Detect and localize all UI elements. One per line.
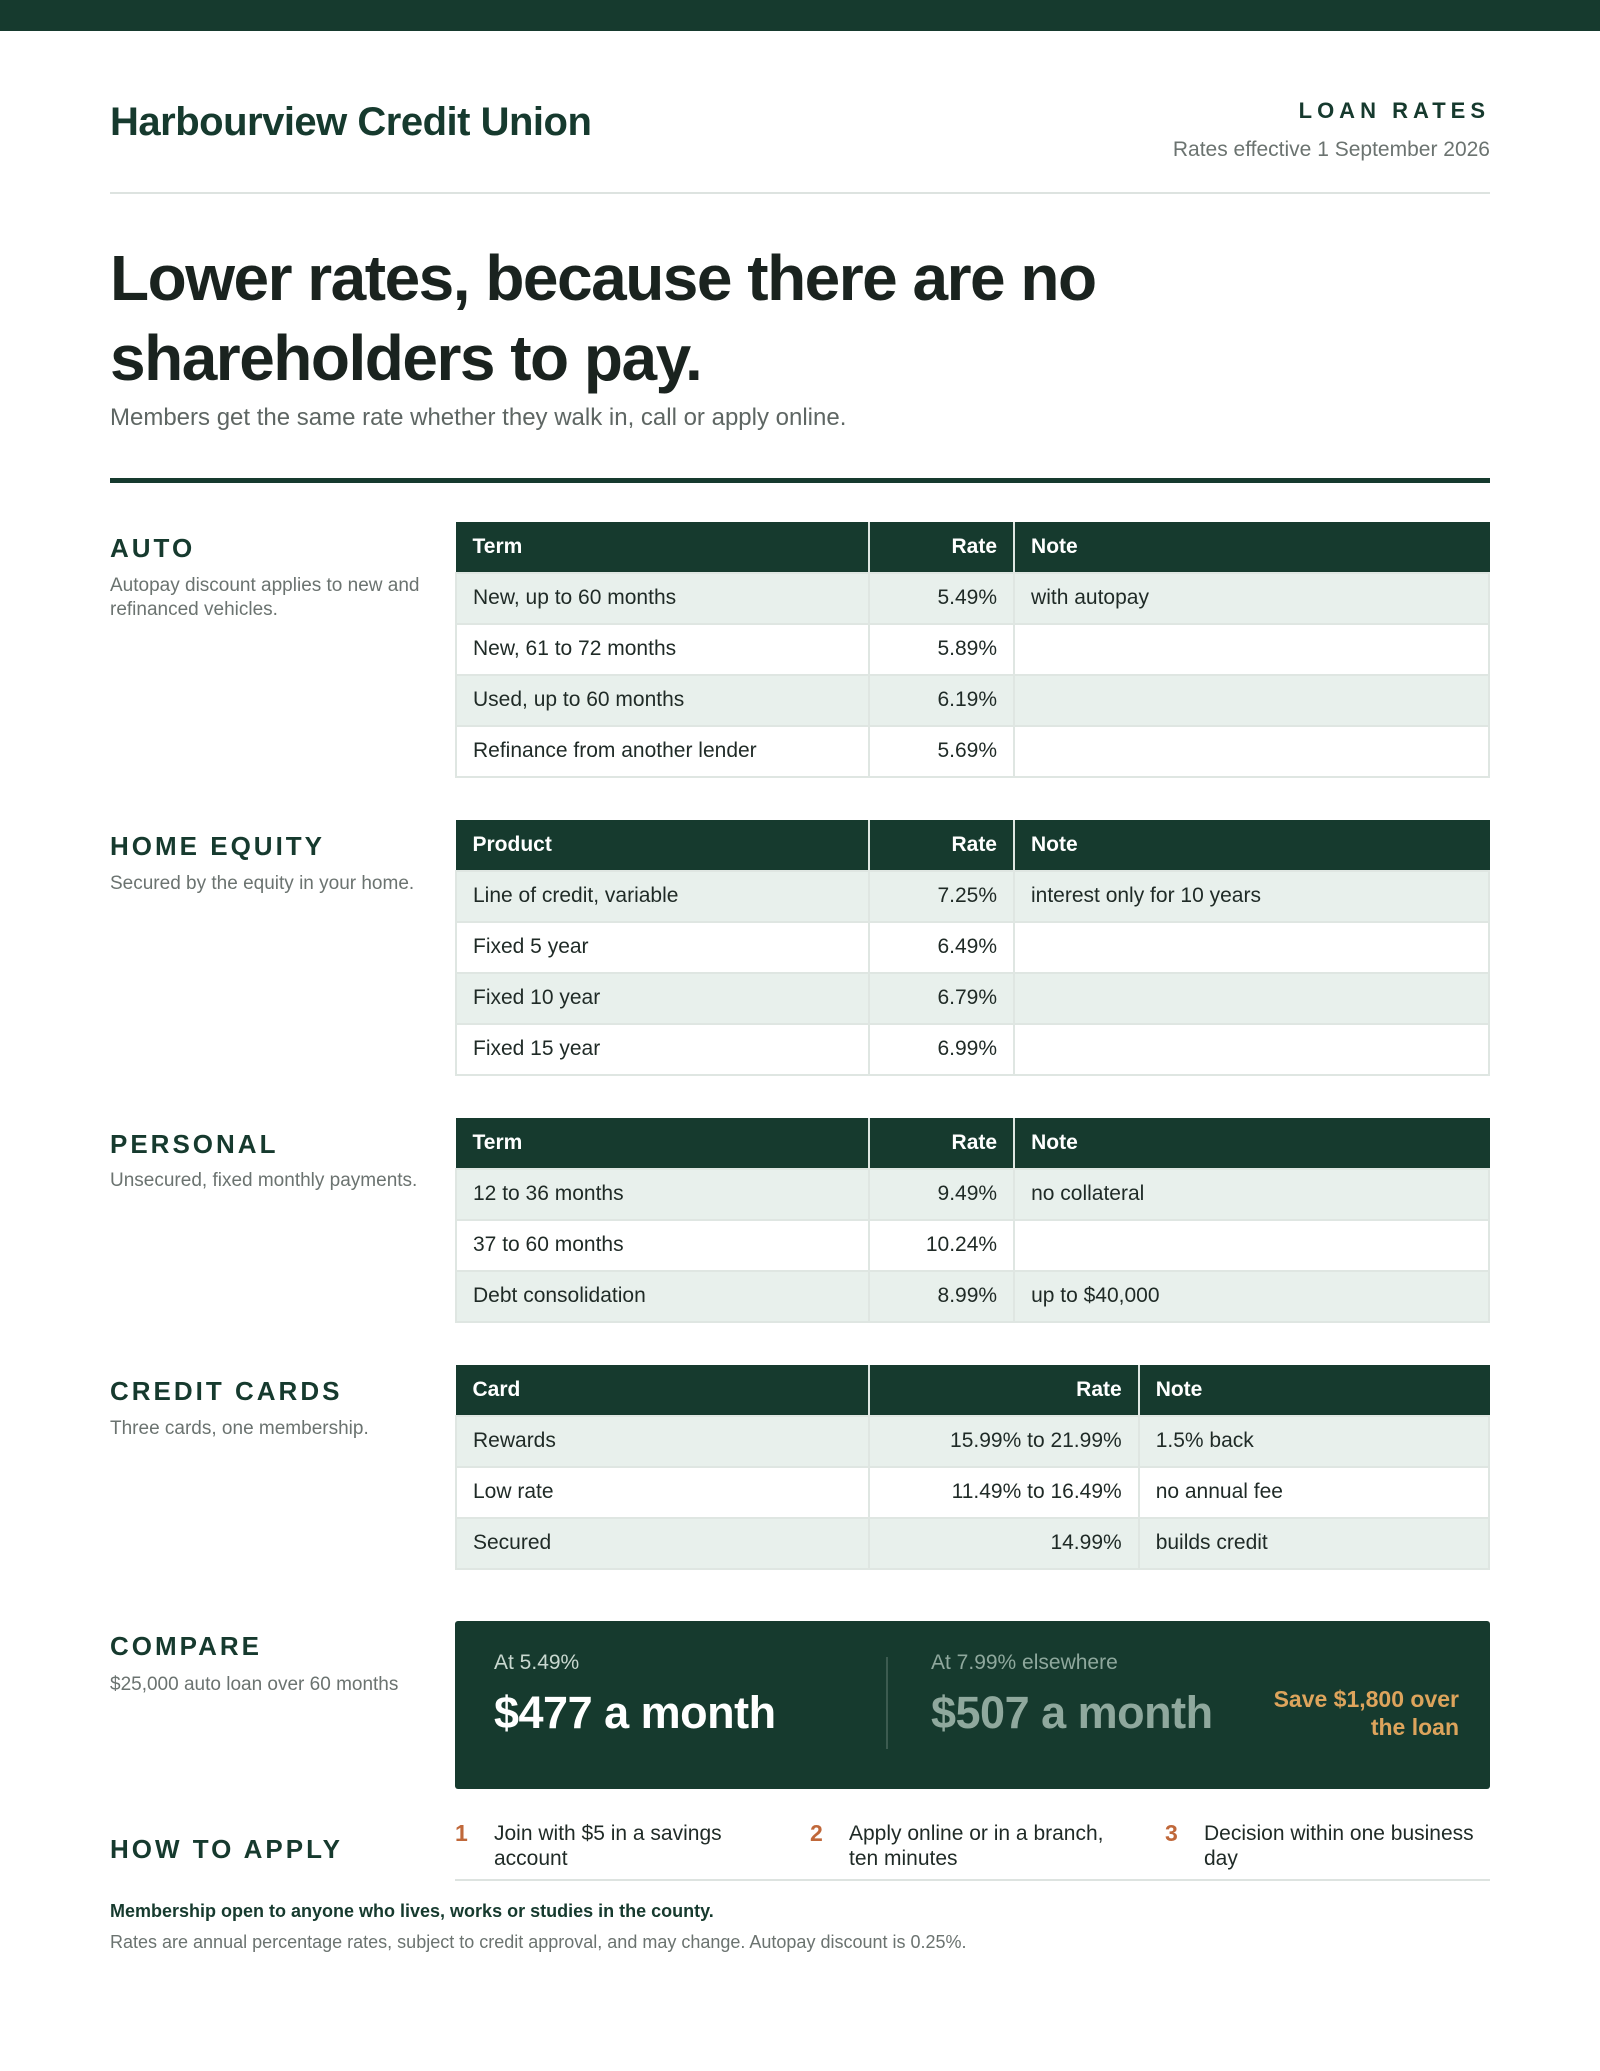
column-header: Note <box>1014 523 1489 573</box>
rates-disclaimer: Rates are annual percentage rates, subject to credit approval, and may change. Autopay discount is 0.25%. <box>110 1932 967 1952</box>
step-text: Decision within one business day <box>1204 1822 1474 1870</box>
column-header: Note <box>1139 1366 1489 1416</box>
table-row <box>456 922 1489 973</box>
table-row <box>456 624 1489 675</box>
step-number: 1 <box>455 1820 468 1846</box>
rate-cell: 9.49% <box>869 1169 1014 1220</box>
credit-cards-rates-table <box>455 1365 1490 1570</box>
rate-cell: 11.49% to 16.49% <box>869 1467 1139 1518</box>
note-cell: with autopay <box>1014 573 1489 624</box>
rate-cell: 7.25% <box>869 871 1014 922</box>
compare-section-title: COMPARE <box>110 1631 262 1661</box>
table-row <box>456 1024 1489 1075</box>
term-cell: 37 to 60 months <box>456 1220 869 1271</box>
step-number: 3 <box>1165 1820 1178 1846</box>
step-text: Apply online or in a branch, ten minutes <box>849 1822 1104 1870</box>
our-monthly-payment: $477 a month <box>494 1687 776 1738</box>
header-divider <box>110 192 1490 194</box>
note-cell: interest only for 10 years <box>1014 871 1489 922</box>
auto-rates-table <box>455 522 1490 778</box>
brand-name: Harbourview Credit Union <box>110 100 592 144</box>
top-color-bar <box>0 0 1600 31</box>
savings-callout: Save $1,800 over the loan <box>1273 1686 1459 1740</box>
note-cell: 1.5% back <box>1139 1416 1489 1467</box>
column-header: Product <box>456 821 869 871</box>
column-header: Card <box>456 1366 869 1416</box>
headline: Lower rates, because there are no shareholders to pay. <box>110 242 1096 394</box>
rate-cell: 6.99% <box>869 1024 1014 1075</box>
other-rate-label: At 7.99% elsewhere <box>931 1651 1118 1674</box>
personal-section-description: Unsecured, fixed monthly payments. <box>110 1170 418 1191</box>
column-header: Note <box>1014 1119 1489 1169</box>
personal-rates-table <box>455 1118 1490 1323</box>
rate-cell: 14.99% <box>869 1518 1139 1569</box>
rate-cell: 6.79% <box>869 973 1014 1024</box>
note-cell: no annual fee <box>1139 1467 1489 1518</box>
note-cell <box>1014 726 1489 777</box>
effective-date: Rates effective 1 September 2026 <box>1172 138 1490 161</box>
apply-divider <box>455 1879 1490 1881</box>
table-row <box>456 973 1489 1024</box>
column-header: Note <box>1014 821 1489 871</box>
table-row <box>456 675 1489 726</box>
compare-section-description: $25,000 auto loan over 60 months <box>110 1674 399 1695</box>
term-cell: Refinance from another lender <box>456 726 869 777</box>
table-row <box>456 1220 1489 1271</box>
auto-section-description: Autopay discount applies to new and refinanced vehicles. <box>110 575 420 620</box>
rate-cell: 6.19% <box>869 675 1014 726</box>
rate-cell: 15.99% to 21.99% <box>869 1416 1139 1467</box>
note-cell: builds credit <box>1139 1518 1489 1569</box>
product-cell: Line of credit, variable <box>456 871 869 922</box>
column-header: Rate <box>869 821 1014 871</box>
term-cell: New, 61 to 72 months <box>456 624 869 675</box>
note-cell: up to $40,000 <box>1014 1271 1489 1322</box>
table-row <box>456 573 1489 624</box>
membership-note: Membership open to anyone who lives, works or studies in the county. <box>110 1901 714 1921</box>
note-cell <box>1014 973 1489 1024</box>
table-row <box>456 726 1489 777</box>
subheadline: Members get the same rate whether they walk in, call or apply online. <box>110 404 847 431</box>
other-monthly-payment: $507 a month <box>931 1687 1213 1738</box>
card-cell: Secured <box>456 1518 869 1569</box>
step-text: Join with $5 in a savings account <box>494 1822 722 1870</box>
home-equity-section-title: HOME EQUITY <box>110 831 326 861</box>
document-label: LOAN RATES <box>1298 98 1490 123</box>
column-header: Rate <box>869 1119 1014 1169</box>
table-row <box>456 1416 1489 1467</box>
step-number: 2 <box>810 1820 823 1846</box>
rate-cell: 5.49% <box>869 573 1014 624</box>
personal-section-title: PERSONAL <box>110 1129 279 1159</box>
compare-divider <box>886 1657 888 1749</box>
rate-cell: 10.24% <box>869 1220 1014 1271</box>
column-header: Term <box>456 523 869 573</box>
column-header: Rate <box>869 523 1014 573</box>
credit-cards-section-description: Three cards, one membership. <box>110 1418 369 1439</box>
note-cell <box>1014 1220 1489 1271</box>
note-cell: no collateral <box>1014 1169 1489 1220</box>
note-cell <box>1014 922 1489 973</box>
term-cell: Used, up to 60 months <box>456 675 869 726</box>
auto-section-title: AUTO <box>110 533 196 563</box>
rate-cell: 5.69% <box>869 726 1014 777</box>
rate-cell: 5.89% <box>869 624 1014 675</box>
rate-cell: 6.49% <box>869 922 1014 973</box>
table-row <box>456 1518 1489 1569</box>
card-cell: Rewards <box>456 1416 869 1467</box>
our-rate-label: At 5.49% <box>494 1651 580 1674</box>
product-cell: Fixed 5 year <box>456 922 869 973</box>
table-row <box>456 1169 1489 1220</box>
product-cell: Fixed 15 year <box>456 1024 869 1075</box>
term-cell: New, up to 60 months <box>456 573 869 624</box>
term-cell: Debt consolidation <box>456 1271 869 1322</box>
card-cell: Low rate <box>456 1467 869 1518</box>
table-row <box>456 871 1489 922</box>
table-row <box>456 1467 1489 1518</box>
table-row <box>456 1271 1489 1322</box>
apply-section-title: HOW TO APPLY <box>110 1834 343 1864</box>
note-cell <box>1014 624 1489 675</box>
column-header: Term <box>456 1119 869 1169</box>
note-cell <box>1014 1024 1489 1075</box>
home-equity-section-description: Secured by the equity in your home. <box>110 873 415 894</box>
credit-cards-section-title: CREDIT CARDS <box>110 1376 343 1406</box>
home-equity-rates-table <box>455 820 1490 1076</box>
rate-cell: 8.99% <box>869 1271 1014 1322</box>
note-cell <box>1014 675 1489 726</box>
section-divider <box>110 478 1490 483</box>
product-cell: Fixed 10 year <box>456 973 869 1024</box>
term-cell: 12 to 36 months <box>456 1169 869 1220</box>
compare-panel <box>455 1621 1490 1789</box>
column-header: Rate <box>869 1366 1139 1416</box>
